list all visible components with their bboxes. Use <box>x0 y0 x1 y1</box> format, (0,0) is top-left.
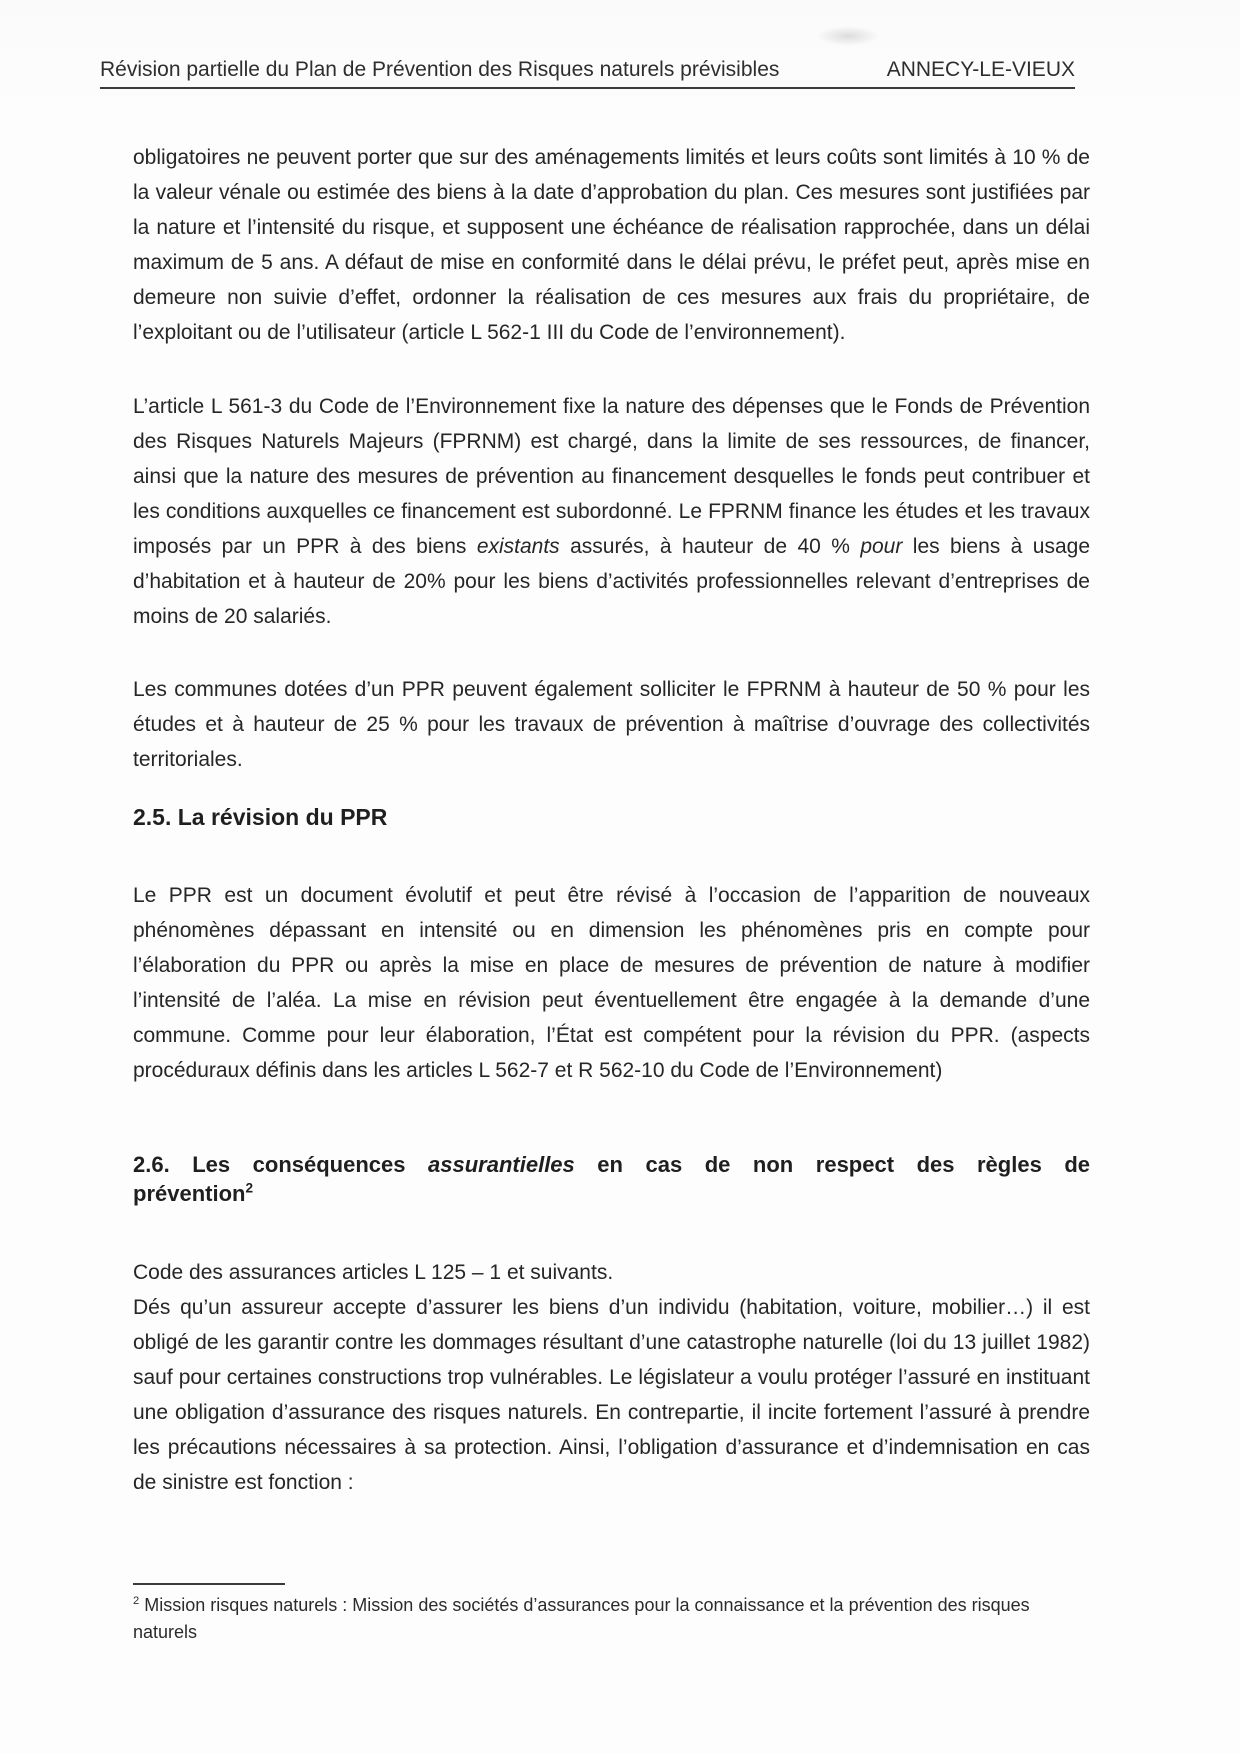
paragraph-fprnm-italic-pour: pour <box>860 535 903 558</box>
paragraph-fprnm-text-3: les biens à usage d’habitation et à hauteur de 20% pour les biens d’activités professionnelles relevant d’entreprises de moins de 20 salariés. <box>133 535 1091 628</box>
footnote-separator <box>133 1583 285 1585</box>
heading-2-6-suffix: en cas de non respect des règles de <box>574 1152 1091 1177</box>
paragraph-code-assurances: Code des assurances articles L 125 – 1 et suivants. <box>133 1261 614 1284</box>
section-heading-2-6-line2 <box>133 1179 1090 1208</box>
section-heading-2-6-line1 <box>133 1150 1090 1179</box>
paragraph-fprnm-text-1: L’article L 561-3 du Code de l’Environnement fixe la nature des dépenses que le Fonds de Prévention des Risques Naturels Majeurs (FPRNM) est chargé, dans la limite de ses ressources, de financer, ainsi que la nature des mesures de prévention au financement desquelles le fonds peut contribuer et les conditions auxquelles ce financement est subordonné. Le FPRNM finance les études et les travaux imposés par un PPR à des biens <box>133 395 1090 558</box>
heading-2-6-prefix: 2.6. Les conséquences <box>133 1152 429 1177</box>
paragraph-assureur: Dés qu’un assureur accepte d’assurer les biens d’un individu (habitation, voiture, mobilier…) il est obligé de les garantir contre les dommages résultant d’une catastrophe naturelle (loi du 13 juillet 1982) sauf pour certaines constructions trop vulnérables. Le législateur a voulu protéger l’assuré en instituant une obligation d’assurance des risques naturels. En contrepartie, il incite fortement l’assuré à prendre les précautions nécessaires à sa protection. Ainsi, l’obligation d’assurance et d’indemnisation en cas de sinistre est fonction : <box>133 1296 1090 1494</box>
heading-2-6-italic-assurantielles: assurantielles <box>428 1152 575 1177</box>
footnote-text: Mission risques naturels : Mission des sociétés d’assurances pour la connaissance et la prévention des risques naturels <box>133 1595 1030 1642</box>
paragraph-measures: obligatoires ne peuvent porter que sur des aménagements limités et leurs coûts sont limités à 10 % de la valeur vénale ou estimée des biens à la date d’approbation du plan. Ces mesures sont justifiées par la nature et l’intensité du risque, et supposent une échéance de réalisation rapprochée, dans un délai maximum de 5 ans. A défaut de mise en conformité dans le délai prévu, le préfet peut, après mise en demeure non suivie d’effet, ordonner la réalisation de ces mesures aux frais du propriétaire, de l’exploitant ou de l’utilisateur (article L 562-1 III du Code de l’environnement). <box>133 146 1090 344</box>
paragraph-fprnm-italic-existants: existants <box>476 535 560 558</box>
page-header <box>100 58 1075 89</box>
paragraph-fprnm <box>133 389 1090 634</box>
heading-2-6-footnote-ref: 2 <box>245 1180 254 1196</box>
paragraph-communes: Les communes dotées d’un PPR peuvent également solliciter le FPRNM à hauteur de 50 % pour les études et à hauteur de 25 % pour les travaux de prévention à maîtrise d’ouvrage des collectivités territoriales. <box>133 678 1090 771</box>
paragraph-revision: Le PPR est un document évolutif et peut être révisé à l’occasion de l’apparition de nouveaux phénomènes dépassant en intensité ou en dimension les phénomènes pris en compte pour l’élaboration du PPR ou après la mise en place de mesures de prévention de nature à modifier l’intensité de l’aléa. La mise en révision peut éventuellement être engagée à la demande d’une commune. Comme pour leur élaboration, l’État est compétent pour la révision du PPR. (aspects procéduraux définis dans les articles L 562-7 et R 562-10 du Code de l’Environnement) <box>133 884 1090 1082</box>
header-location: ANNECY-LE-VIEUX <box>886 58 1075 81</box>
footnote-ref: 2 <box>133 1595 140 1607</box>
heading-2-6-word: prévention <box>133 1181 246 1206</box>
section-heading-2-5: 2.5. La révision du PPR <box>133 804 388 830</box>
footnote <box>133 1592 1090 1646</box>
paragraph-fprnm-text-2: assurés, à hauteur de 40 % <box>559 535 861 558</box>
header-title: Révision partielle du Plan de Prévention des Risques naturels prévisibles <box>100 58 780 81</box>
section-heading-2-6 <box>133 1150 1090 1208</box>
